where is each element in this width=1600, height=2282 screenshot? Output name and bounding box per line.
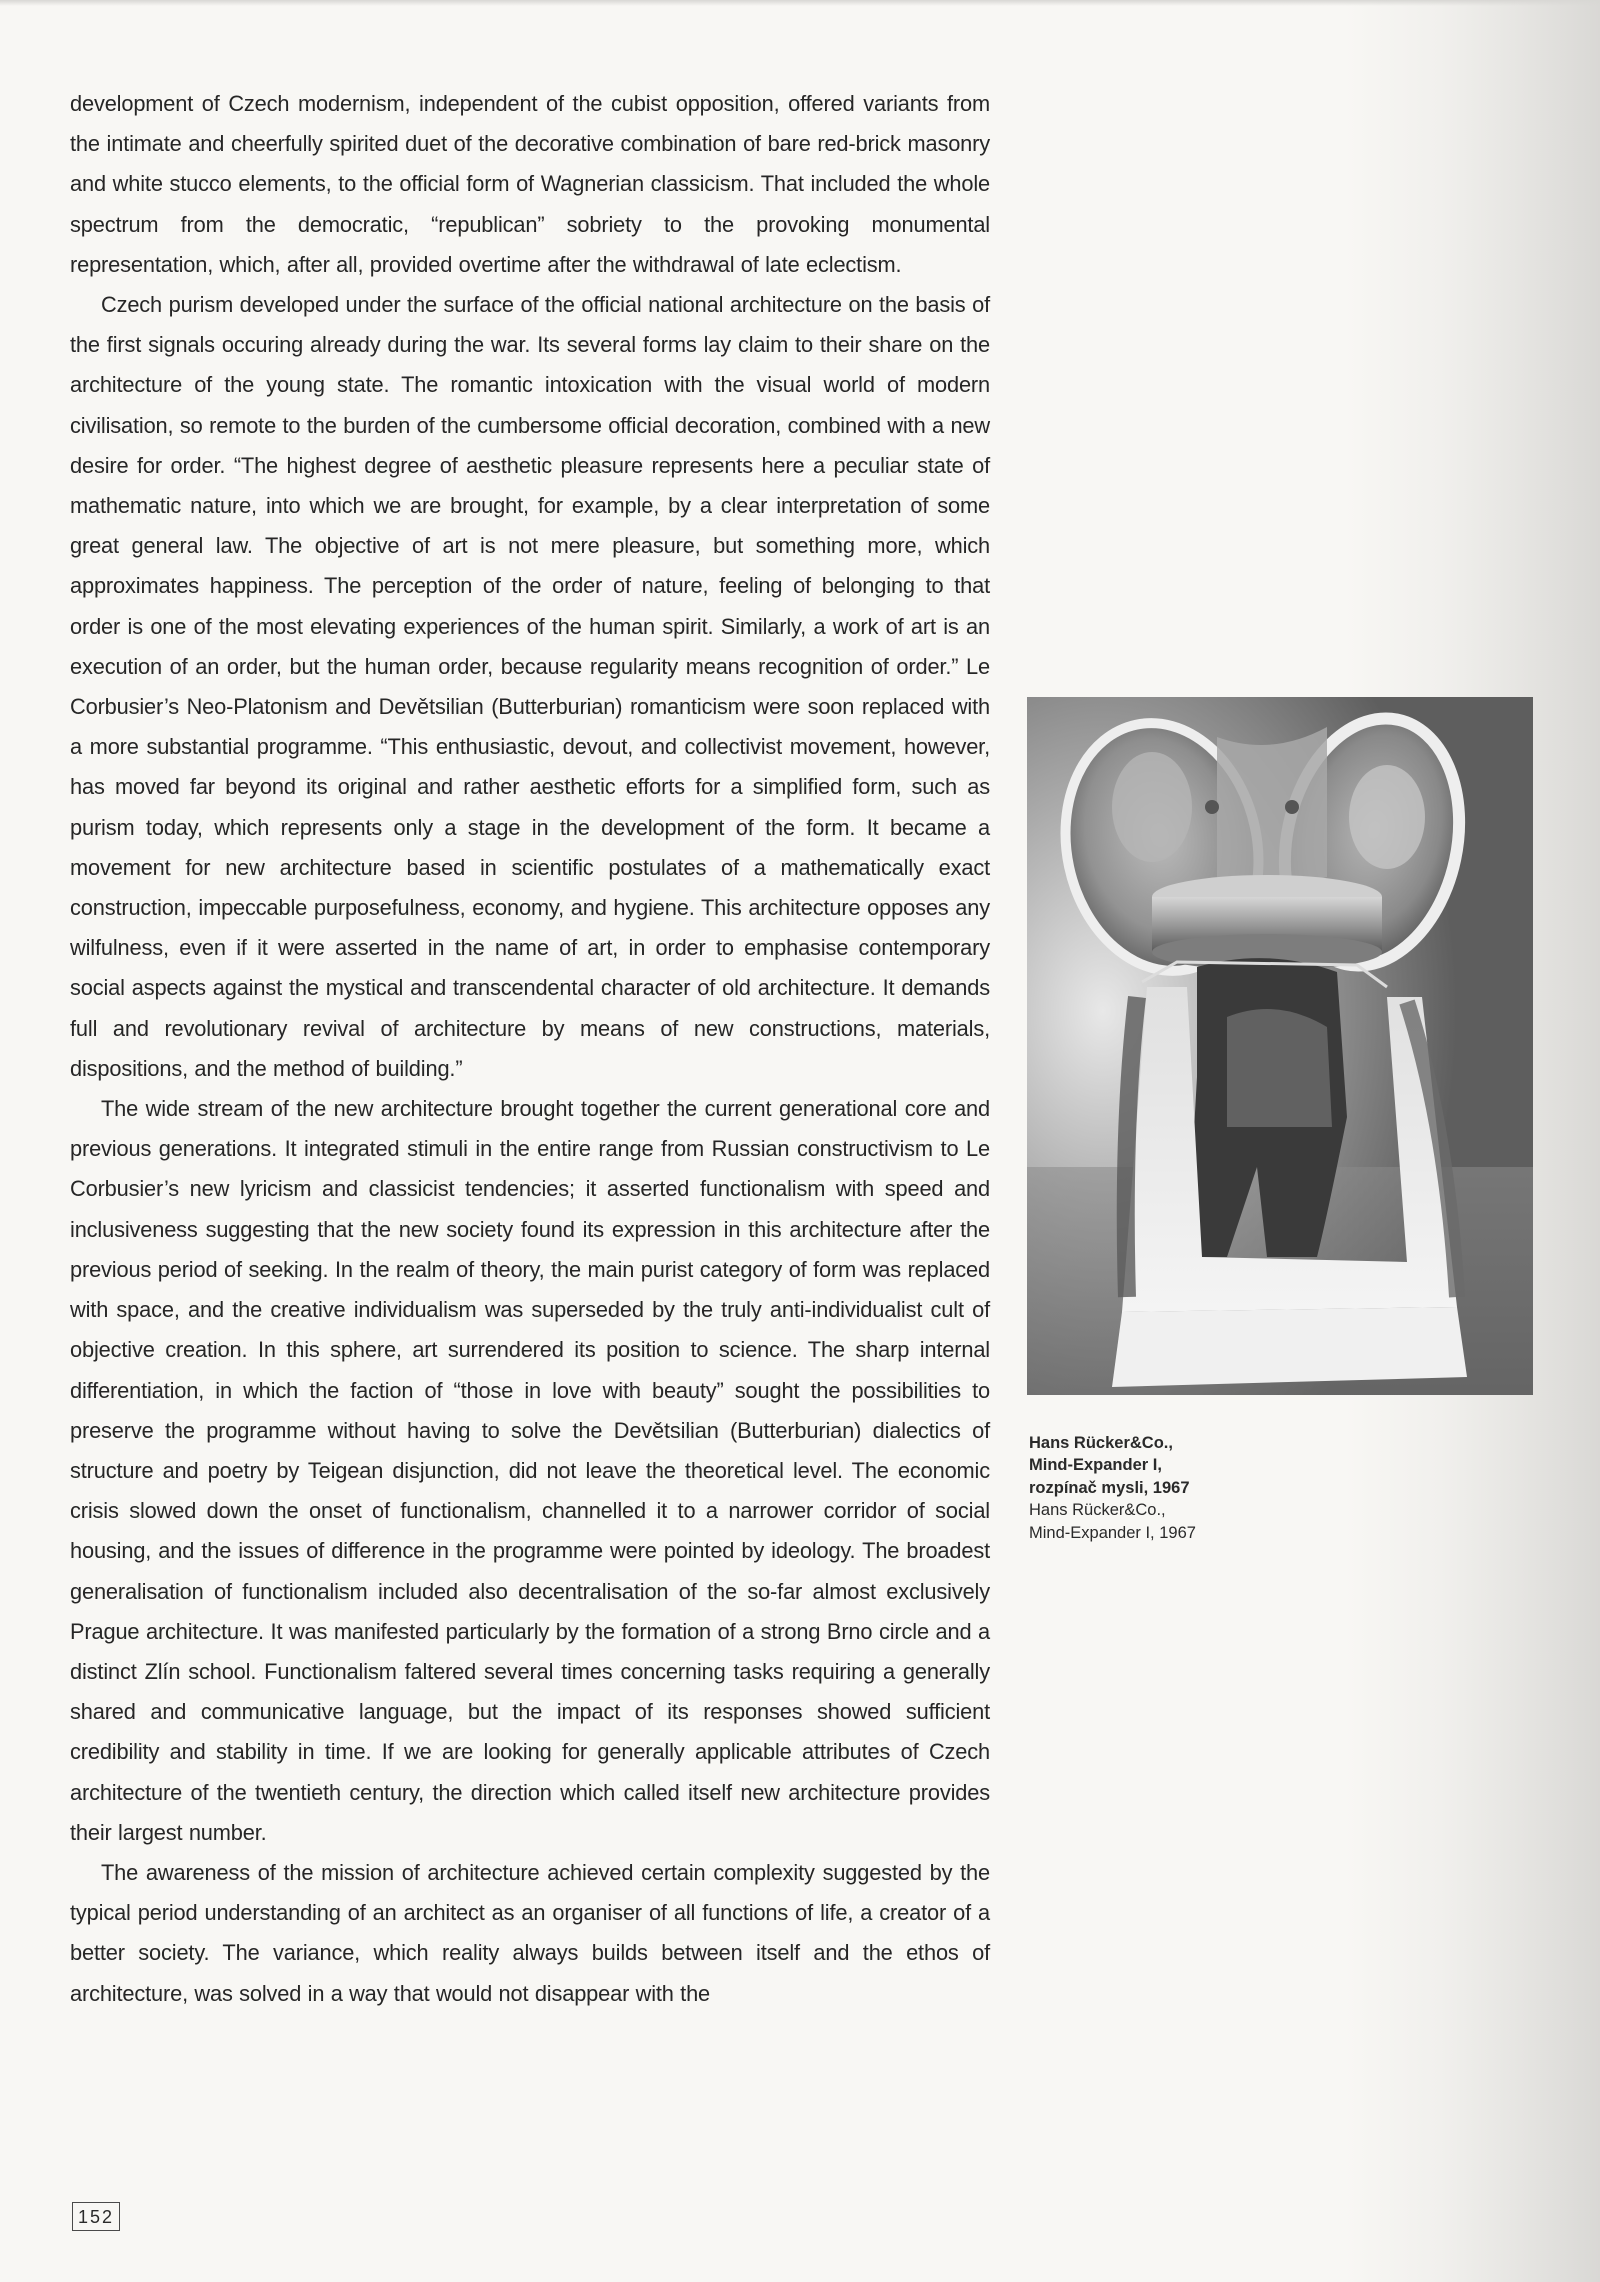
caption-artist: Hans Rücker&Co., xyxy=(1029,1501,1166,1520)
figure-photo-mind-expander xyxy=(1027,697,1533,1395)
caption-title: Mind-Expander I, 1967 xyxy=(1029,1523,1196,1542)
article-body xyxy=(70,84,990,2014)
figure-caption xyxy=(1029,1432,1329,1544)
paragraph-3: The wide stream of the new architecture brought together the current generational core and previous generations. It integrated stimuli in the entire range from Russian constructivism to Le Corbusier’s new lyricism and classicist tendencies; it asserted functionalism with speed and inclusiveness suggesting that the new society found its expression in this architecture after the previous period of seeking. In the realm of theory, the main purist category of form was replaced with space, and the creative individualism was superseded by the truly anti-individualist cult of objective creation. In this sphere, art surrendered its position to science. The sharp internal differentiation, in which the faction of “those in love with beauty” sought the possibilities to preserve the programme without having to solve the Devětsilian (Butterburian) dialectics of structure and poetry by Teigean disjunction, did not leave the theoretical level. The economic crisis slowed down the onset of functionalism, channelled it to a narrower corridor of social housing, and the issues of difference in the programme were pointed by ideology. The broadest generalisation of functionalism included also decentralisation of the so-far almost exclusively Prague architecture. It was manifested particularly by the formation of a strong Brno circle and a distinct Zlín school. Functionalism faltered several times concerning tasks requiring a generally shared and communicative language, but the impact of its responses showed sufficient credibility and stability in time. If we are looking for generally applicable attributes of Czech architecture of the twentieth century, the direction which called itself new architecture provides their largest number. xyxy=(70,1096,990,1845)
paragraph-4: The awareness of the mission of architecture achieved certain complexity suggested by the typical period understanding of an architect as an organiser of all functions of life, a creator of a better society. The variance, which reality always builds between itself and the ethos of architecture, was solved in a way that would not disappear with the xyxy=(70,1859,990,2006)
page-number: 152 xyxy=(72,2202,120,2231)
page-top-shade xyxy=(0,0,1600,6)
caption-title-bold: Mind-Expander I, xyxy=(1029,1456,1162,1475)
caption-artist-bold: Hans Rücker&Co., xyxy=(1029,1434,1173,1452)
paragraph-2: Czech purism developed under the surface of the official national architecture on the basis of the first signals occuring already during the war. Its several forms lay claim to their share on the architecture of the young state. The romantic intoxication with the visual world of modern civilisation, so remote to the burden of the cumbersome official decoration, combined with a new desire for order. “The highest degree of aesthetic pleasure represents here a peculiar state of mathematic nature, into which we are brought, for example, by a clear interpretation of some great general law. The objective of art is not mere pleasure, but something more, which approximates happiness. The perception of the order of nature, feeling of belonging to that order is one of the most elevating experiences of the human spirit. Similarly, a work of art is an execution of an order, but the human order, because regularity means recognition of order.” Le Corbusier’s Neo-Platonism and Devětsilian (Butterburian) romanticism were soon replaced with a more substantial programme. “This enthusiastic, devout, and collectivist movement, however, has moved far beyond its original and rather aesthetic efforts for a simplified form, such as purism today, which represents only a stage in the development of the form. It became a movement for new architecture based in scientific postulates of a mathematically exact construction, impeccable purposefulness, economy, and hygiene. This architecture opposes any wilfulness, even if it were asserted in the name of art, in order to emphasise contemporary social aspects against the mystical and transcendental character of old architecture. It demands full and revolutionary revival of architecture by means of new constructions, materials, dispositions, and the method of building.” xyxy=(70,292,990,1081)
caption-czech-title-bold: rozpínač mysli, 1967 xyxy=(1029,1478,1190,1497)
paragraph-1: development of Czech modernism, independent of the cubist opposition, offered variants from the intimate and cheerfully spirited duet of the decorative combination of bare red-brick masonry and white stucco elements, to the official form of Wagnerian classicism. That included the whole spectrum from the democratic, “republican” sobriety to the provoking monumental representation, which, after all, provided overtime after the withdrawal of late eclectism. xyxy=(70,91,990,277)
photo-illustration xyxy=(1027,697,1533,1395)
